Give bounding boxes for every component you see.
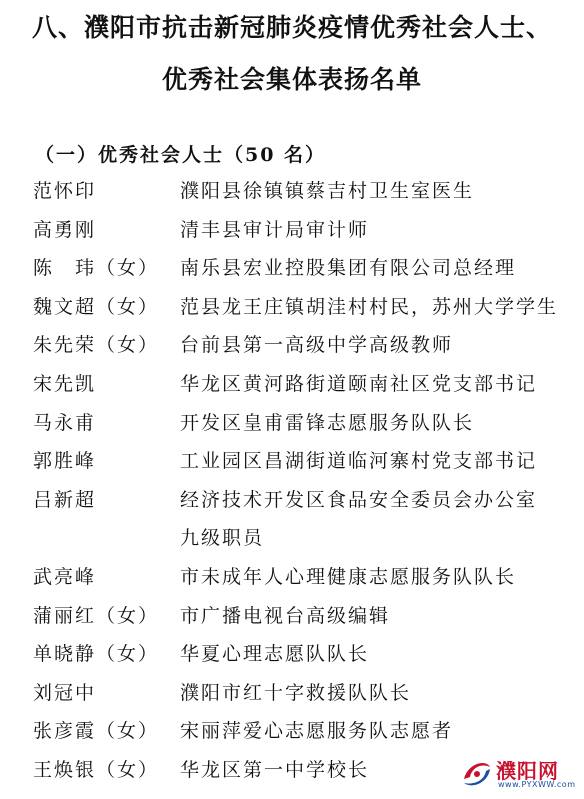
list-item (33, 635, 578, 674)
section-heading: （一）优秀社会人士（50 名） (35, 144, 327, 166)
honoree-name: 武亮峰 (33, 565, 97, 588)
honoree-role: 南乐县宏业控股集团有限公司总经理 (180, 257, 517, 280)
honoree-name: 马永甫 (33, 411, 97, 434)
list-item (33, 365, 578, 404)
list-item (33, 249, 578, 288)
list-item (33, 326, 578, 365)
site-url: www.PYXWW.com (498, 780, 576, 789)
honoree-name: 蒲丽红（女） (33, 604, 160, 627)
honoree-role: 清丰县审计局审计师 (180, 218, 370, 241)
honoree-role: 华夏心理志愿队队长 (180, 643, 370, 666)
honoree-name: 郭胜峰 (33, 450, 97, 473)
list-item (33, 211, 578, 250)
honoree-name: 魏文超（女） (33, 295, 160, 318)
list-item (33, 288, 578, 327)
list-item (33, 558, 578, 597)
honoree-name: 单晓静（女） (33, 643, 160, 666)
honoree-name: 吕新超 (33, 488, 97, 511)
honoree-role: 范县龙王庄镇胡洼村村民，苏州大学学生 (180, 295, 559, 318)
honoree-list (33, 172, 578, 790)
honoree-role: 工业园区昌湖街道临河寨村党支部书记 (180, 450, 538, 473)
honoree-name: 刘冠中 (33, 681, 97, 704)
honoree-name: 范怀印 (33, 180, 97, 202)
document-title-line-1: 八、濮阳市抗击新冠肺炎疫情优秀社会人士、 (31, 13, 552, 42)
honoree-name: 陈 玮（女） (33, 257, 160, 280)
honoree-role: 市未成年人心理健康志愿服务队队长 (180, 565, 517, 588)
honoree-role: 九级职员 (180, 527, 265, 550)
honoree-role: 华龙区第一中学校长 (180, 758, 370, 781)
list-item-continuation (33, 519, 578, 558)
site-watermark (460, 753, 580, 795)
honoree-role: 濮阳市红十字救援队队长 (180, 681, 412, 704)
honoree-role: 市广播电视台高级编辑 (180, 604, 391, 627)
honoree-name: 张彦霞（女） (33, 720, 160, 743)
list-item (33, 674, 578, 713)
honoree-role: 濮阳县徐镇镇蔡吉村卫生室医生 (180, 180, 475, 202)
list-item (33, 481, 578, 520)
list-item (33, 597, 578, 636)
honoree-name: 朱先荣（女） (33, 334, 160, 357)
swirl-logo-icon (460, 755, 494, 791)
honoree-name: 王焕银（女） (33, 758, 160, 781)
honoree-role: 宋丽萍爱心志愿服务队志愿者 (180, 720, 454, 743)
site-name: 濮阳网 (496, 759, 559, 783)
honoree-role: 经济技术开发区食品安全委员会办公室 (180, 488, 538, 511)
list-item (33, 172, 578, 211)
list-item (33, 442, 578, 481)
list-item (33, 712, 578, 751)
honoree-role: 华龙区黄河路街道颐南社区党支部书记 (180, 372, 538, 395)
honoree-role: 开发区皇甫雷锋志愿服务队队长 (180, 411, 475, 434)
honoree-role: 台前县第一高级中学高级教师 (180, 334, 454, 357)
honoree-name: 高勇刚 (33, 218, 97, 241)
honoree-name: 宋先凯 (33, 372, 97, 395)
document-title-line-2: 优秀社会集体表扬名单 (161, 65, 422, 94)
list-item (33, 404, 578, 443)
